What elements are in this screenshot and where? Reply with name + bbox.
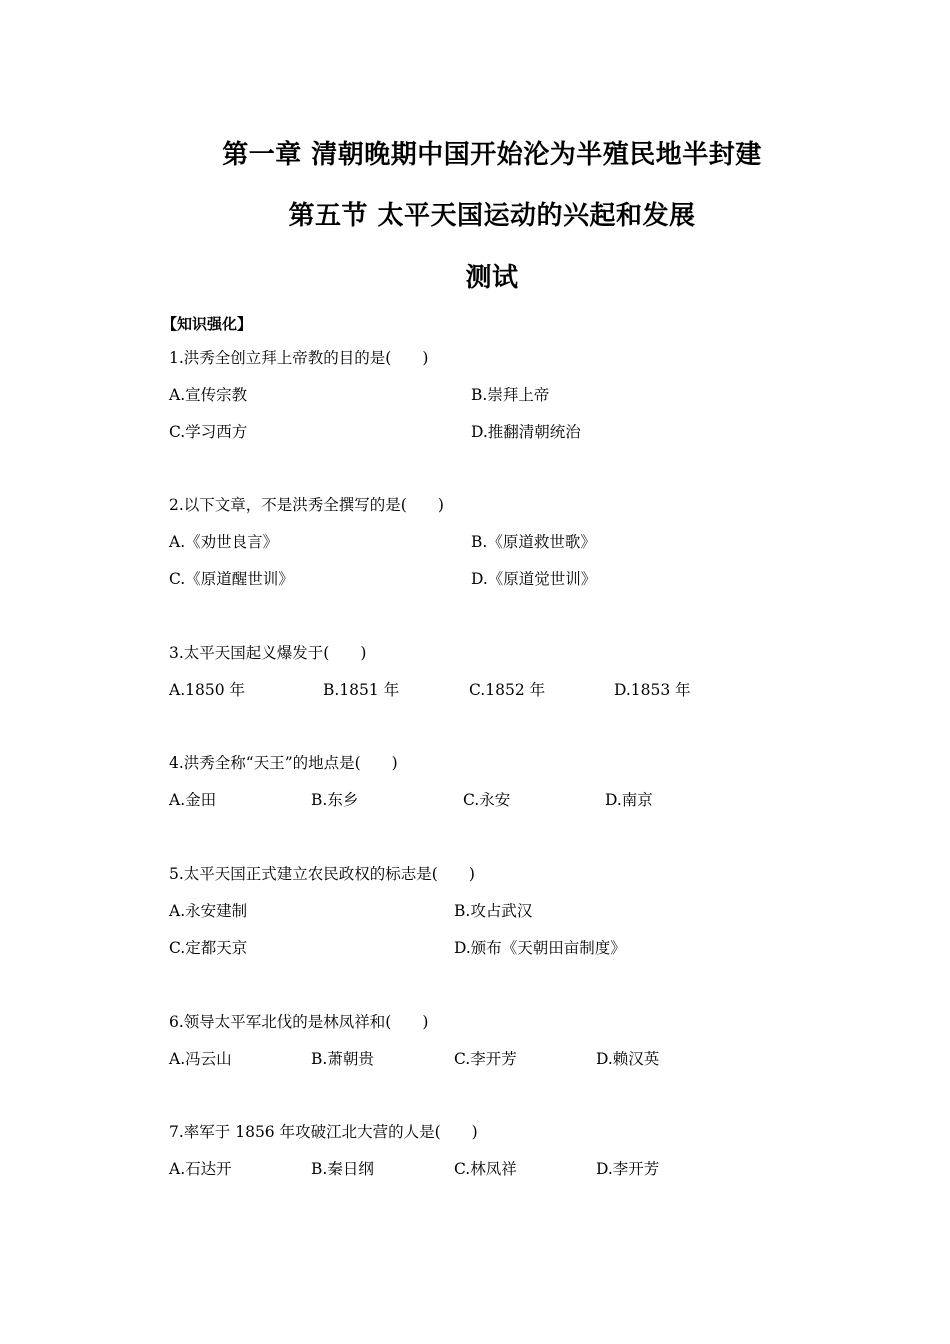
question-2-option-b: B.《原道救世歌》 [471, 533, 596, 551]
question-5-option-c: C.定都天京 [169, 939, 248, 957]
question-6-option-c: C.李开芳 [454, 1050, 517, 1068]
question-1-option-d: D.推翻清朝统治 [471, 423, 581, 441]
question-4-option-b: B.东乡 [311, 791, 359, 809]
question-1-option-b: B.崇拜上帝 [471, 386, 550, 404]
question-5-option-b: B.攻占武汉 [454, 902, 533, 920]
question-1-option-a: A.宣传宗教 [169, 386, 248, 404]
question-5-stem: 5.太平天国正式建立农民政权的标志是( ) [169, 865, 475, 883]
question-7-stem: 7.率军于 1856 年攻破江北大营的人是( ) [169, 1123, 478, 1141]
question-3-option-d: D.1853 年 [614, 681, 691, 699]
chapter-title: 第一章 清朝晚期中国开始沦为半殖民地半封建 [222, 140, 762, 170]
question-6-option-d: D.赖汉英 [596, 1050, 660, 1068]
question-1-stem: 1.洪秀全创立拜上帝教的目的是( ) [169, 349, 429, 367]
question-5-option-a: A.永安建制 [169, 902, 248, 920]
question-6-option-b: B.萧朝贵 [311, 1050, 374, 1068]
question-4-option-c: C.永安 [463, 791, 511, 809]
question-4-option-d: D.南京 [605, 791, 653, 809]
part-heading: 【知识强化】 [162, 315, 253, 333]
question-3-stem: 3.太平天国起义爆发于( ) [169, 644, 367, 662]
question-2-option-c: C.《原道醒世训》 [169, 570, 294, 588]
question-4-stem: 4.洪秀全称“天王”的地点是( ) [169, 754, 398, 772]
question-7-option-a: A.石达开 [169, 1160, 232, 1178]
question-7-option-b: B.秦日纲 [311, 1160, 374, 1178]
question-2-option-d: D.《原道觉世训》 [471, 570, 597, 588]
question-3-option-c: C.1852 年 [469, 681, 546, 699]
question-6-stem: 6.领导太平军北伐的是林凤祥和( ) [169, 1013, 429, 1031]
question-5-option-d: D.颁布《天朝田亩制度》 [454, 939, 626, 957]
question-3-option-a: A.1850 年 [169, 681, 245, 699]
question-3-option-b: B.1851 年 [323, 681, 400, 699]
question-1-option-c: C.学习西方 [169, 423, 248, 441]
question-7-option-c: C.林凤祥 [454, 1160, 517, 1178]
question-2-option-a: A.《劝世良言》 [169, 533, 279, 551]
question-7-option-d: D.李开芳 [596, 1160, 660, 1178]
question-6-option-a: A.冯云山 [169, 1050, 232, 1068]
question-4-option-a: A.金田 [169, 791, 217, 809]
test-title: 测试 [465, 263, 519, 293]
question-2-stem: 2.以下文章，不是洪秀全撰写的是( ) [169, 496, 444, 514]
section-title: 第五节 太平天国运动的兴起和发展 [288, 201, 696, 231]
